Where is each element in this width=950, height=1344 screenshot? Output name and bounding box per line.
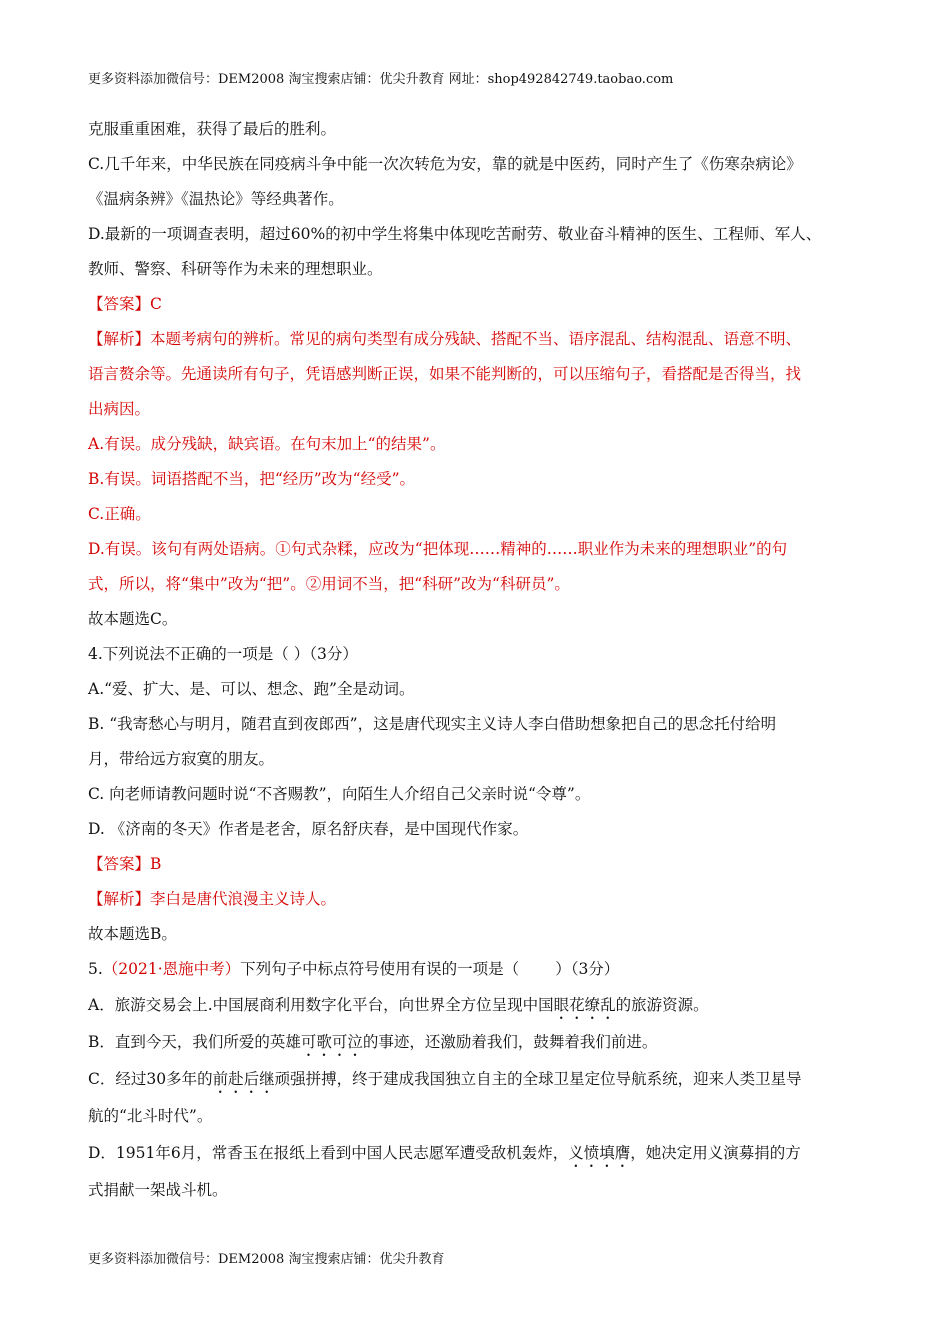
option-text: 的事迹，还激励着我们，鼓舞着我们前进。 xyxy=(362,1033,658,1051)
option-text: D．1951年6月，常香玉在报纸上看到中国人民志愿军遭受敌机轰炸， xyxy=(88,1144,569,1162)
conclusion-line: 故本题选B。 xyxy=(88,925,177,943)
question-5-option-a xyxy=(88,987,864,1024)
analysis-line: 【解析】李白是唐代浪漫主义诗人。 xyxy=(88,890,337,908)
question-score: ）（3分） xyxy=(555,960,620,978)
question-5-option-d xyxy=(88,1135,864,1172)
emphasized-idiom: 前赴后继 xyxy=(212,1070,275,1088)
question-source: （2021·恩施中考） xyxy=(102,960,241,978)
option-c-text: C.几千年来，中华民族在同疫病斗争中能一次次转危为安，靠的就是中医药，同时产生了《伤寒杂病论》 xyxy=(88,155,802,173)
question-4-stem: 4.下列说法不正确的一项是（ ）（3分） xyxy=(88,645,358,663)
option-text: C．经过30多年的 xyxy=(88,1070,213,1088)
conclusion-line: 故本题选C。 xyxy=(88,610,178,628)
question-5-stem xyxy=(88,952,864,987)
analysis-b: B.有误。词语搭配不当，把“经历”改为“经受”。 xyxy=(88,470,416,488)
analysis-d-cont: 式，所以，将“集中”改为“把”。②用词不当，把“科研”改为“科研员”。 xyxy=(88,575,570,593)
answer-line: 【答案】B xyxy=(88,855,162,873)
analysis-line: 【解析】本题考病句的辨析。常见的病句类型有成分残缺、搭配不当、语序混乱、结构混乱、语意不明、 xyxy=(88,330,802,348)
option-text: B．直到今天，我们所爱的英雄 xyxy=(88,1033,301,1051)
option-text: 的旅游资源。 xyxy=(615,996,709,1014)
question-5-option-b xyxy=(88,1024,864,1061)
text-line: 克服重重困难，获得了最后的胜利。 xyxy=(88,120,337,138)
text-line: 式捐献一架战斗机。 xyxy=(88,1181,228,1199)
emphasized-idiom: 可歌可泣 xyxy=(300,1033,363,1051)
option-text: 顽强拼搏，终于建成我国独立自主的全球卫星定位导航系统，迎来人类卫星导 xyxy=(274,1070,802,1088)
page-footer: 更多资料添加微信号：DEM2008 淘宝搜索店铺：优尖升教育 xyxy=(88,1252,445,1267)
question-4-option-b: B. “我寄愁心与明月，随君直到夜郎西”，这是唐代现实主义诗人李白借助想象把自己的思念托付给明 xyxy=(88,715,777,733)
question-4-option-c: C. 向老师请教问题时说“不吝赐教”，向陌生人介绍自己父亲时说“令尊”。 xyxy=(88,785,591,803)
question-text: 下列句子中标点符号使用有误的一项是（ xyxy=(240,960,520,978)
option-text: A．旅游交易会上.中国展商利用数字化平台，向世界全方位呈现中国 xyxy=(88,996,554,1014)
page-header: 更多资料添加微信号：DEM2008 淘宝搜索店铺：优尖升教育 网址：shop492842749.taobao.com xyxy=(88,72,674,87)
analysis-line: 语言赘余等。先通读所有句子，凭语感判断正误，如果不能判断的，可以压缩句子，看搭配是否得当，找 xyxy=(88,365,802,383)
document-body xyxy=(88,112,864,1209)
text-line: 航的“北斗时代”。 xyxy=(88,1107,213,1125)
analysis-c: C.正确。 xyxy=(88,505,151,523)
text-line: 《温病条辨》《温热论》等经典著作。 xyxy=(88,190,344,208)
emphasized-idiom: 眼花缭乱 xyxy=(553,996,616,1014)
question-number: 5. xyxy=(88,960,103,978)
emphasized-idiom: 义愤填膺 xyxy=(568,1144,631,1162)
analysis-d: D.有误。该句有两处语病。①句式杂糅，应改为“把体现……精神的……职业作为未来的理想职业”的句 xyxy=(88,540,788,558)
analysis-a: A.有误。成分残缺，缺宾语。在句末加上“的结果”。 xyxy=(88,435,446,453)
analysis-line: 出病因。 xyxy=(88,400,151,418)
question-5-option-c xyxy=(88,1061,864,1098)
question-4-option-d: D. 《济南的冬天》作者是老舍，原名舒庆春，是中国现代作家。 xyxy=(88,820,529,838)
text-line: 月，带给远方寂寞的朋友。 xyxy=(88,750,275,768)
text-line: 教师、警察、科研等作为未来的理想职业。 xyxy=(88,260,383,278)
question-4-option-a: A.“爱、扩大、是、可以、想念、跑”全是动词。 xyxy=(88,680,415,698)
option-d-text: D.最新的一项调查表明，超过60%的初中学生将集中体现吃苦耐劳、敬业奋斗精神的医生、工程师、军人、 xyxy=(88,225,822,243)
option-text: ，她决定用义演募捐的方 xyxy=(630,1144,801,1162)
answer-line: 【答案】C xyxy=(88,295,162,313)
